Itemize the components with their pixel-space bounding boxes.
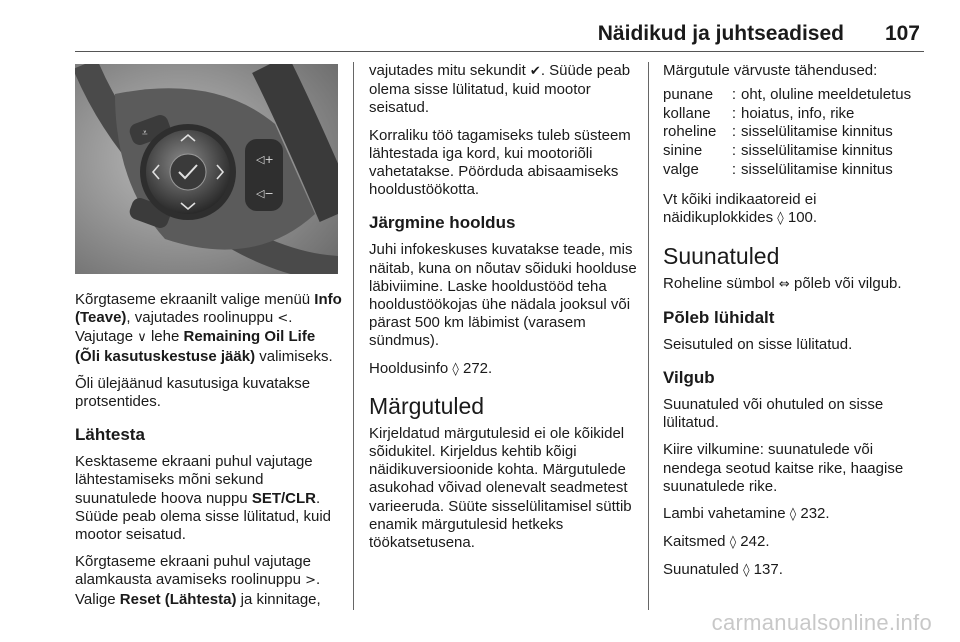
- turn-signal-icon: ⇔: [778, 276, 790, 292]
- svg-text:⩡: ⩡: [142, 128, 148, 139]
- flashing-text: Suunatuled või ohutuled on sisse lülitatud.: [663, 395, 884, 432]
- table-row: [663, 123, 927, 142]
- page-reference-icon: ◊: [452, 361, 459, 377]
- text: . Süüde peab olema sisse lülitatud, kuid mootor seisatud.: [369, 62, 631, 117]
- turn-signals-reference: [663, 561, 927, 580]
- chevron-down-icon: ∨: [137, 330, 147, 346]
- legend-description: sisselülitamise kinnitus: [741, 160, 893, 178]
- text: Kaitsmed: [663, 533, 730, 551]
- text: valimiseks.: [255, 347, 333, 365]
- column-3: [663, 62, 927, 590]
- heading-flashing: Vilgub: [663, 367, 715, 387]
- column-divider: [648, 62, 649, 610]
- heading-reset: Lähtesta: [75, 425, 145, 445]
- legend-separator: :: [731, 104, 737, 122]
- svg-text:◁−: ◁−: [256, 187, 274, 200]
- legend-color: sinine: [663, 141, 703, 159]
- table-row: [663, 161, 927, 180]
- watermark: carmanualsonline.info: [711, 610, 932, 635]
- text: 137.: [749, 561, 783, 579]
- legend-separator: :: [731, 141, 737, 159]
- menu-name-reset: Reset (Lähtesta): [119, 590, 237, 608]
- page-reference-icon: ◊: [743, 563, 750, 579]
- oil-life-percent-note: Õli ülejäänud kasutusiga kuvatakse protsentides.: [75, 374, 311, 411]
- text: vajutades mitu sekundit: [369, 62, 530, 79]
- color-legend-table: [663, 86, 927, 179]
- table-row: [663, 142, 927, 161]
- lit-briefly-text: Seisutuled on sisse lülitatud.: [663, 335, 853, 353]
- chevron-left-icon: <: [277, 311, 289, 327]
- legend-description: oht, oluline meeldetuletus: [741, 86, 912, 104]
- page-header: [0, 0, 960, 52]
- reset-required-note: Korraliku töö tagamiseks tuleb süsteem lähtestada iga kord, kui mootoriõli vahetatakse. Pöörduda abisaamiseks hooldustöökotta.: [369, 126, 631, 199]
- steering-wheel-illustration: [75, 64, 338, 274]
- next-service-text: Juhi infokeskuses kuvatakse teade, mis näitab, kuna on nõutav sõiduki hoolduse läbiviimine. Laske hooldustööd teha hooldustöökojas ühe nädala jooksul või pärast 500 km läbimist (varasem sündmus).: [369, 241, 637, 350]
- text: . Valige: [75, 571, 321, 608]
- page-reference-icon: ◊: [777, 211, 784, 227]
- legend-color: kollane: [663, 104, 711, 122]
- menu-name-info: Info (Teave): [75, 291, 342, 327]
- column-divider: [353, 62, 354, 610]
- legend-description: sisselülitamise kinnitus: [741, 123, 893, 141]
- text: lehe: [146, 328, 184, 346]
- text: 100.: [783, 209, 818, 227]
- text: Kõrgtaseme ekraanilt valige menüü: [75, 291, 315, 308]
- indicator-overview-reference: [663, 191, 927, 228]
- text: 272.: [458, 359, 493, 377]
- text: Hooldusinfo: [369, 359, 453, 377]
- color-meanings-intro: Märgutule värvuste tähendused:: [663, 62, 878, 79]
- column-2: [369, 62, 641, 561]
- heading-warning-lights: Märgutuled: [369, 392, 485, 419]
- heading-turn-signals: Suunatuled: [663, 242, 780, 269]
- text: , vajutades roolinuppu: [126, 309, 278, 327]
- reset-uplevel-instructions: [75, 553, 343, 609]
- text: Kõrgtaseme ekraani puhul vajutage alamkausta avamiseks roolinuppu: [75, 553, 311, 589]
- svg-text:◁+: ◁+: [256, 153, 274, 166]
- text: . Süüde peab olema sisse lülitatud, kuid mootor seisatud.: [75, 489, 331, 544]
- legend-color: roheline: [663, 123, 717, 141]
- text: Roheline sümbol: [663, 274, 779, 292]
- text: Vt kõiki indikaatoreid ei näidikuplokkides: [663, 191, 817, 227]
- service-info-reference: [369, 360, 641, 379]
- text: . Vajutage: [75, 309, 293, 346]
- page-name-remaining-oil-life: Remaining Oil Life (Õli kasutuskestuse jääk): [75, 328, 316, 365]
- page-title: Näidikud ja juhtseadised: [597, 22, 844, 45]
- text: Kesktaseme ekraani puhul vajutage lähtestamiseks mõni sekund suunatulede hoova nuppu: [75, 453, 313, 507]
- legend-separator: :: [731, 160, 737, 178]
- reset-confirm-text: [369, 62, 641, 118]
- text: Lambi vahetamine: [663, 505, 790, 522]
- text: põleb või vilgub.: [789, 274, 902, 292]
- checkmark-icon: ✔: [529, 64, 541, 79]
- legend-color: punane: [663, 86, 714, 104]
- fuses-reference: [663, 533, 927, 552]
- heading-lit-briefly: Põleb lühidalt: [663, 307, 775, 327]
- text: ja kinnitage,: [236, 590, 321, 608]
- column-1: [75, 62, 343, 618]
- text: 232.: [796, 505, 830, 522]
- reset-midlevel-instructions: [75, 453, 343, 544]
- text: Suunatuled: [663, 561, 744, 579]
- page-reference-icon: ◊: [789, 507, 797, 522]
- legend-description: hoiatus, info, rike: [741, 104, 855, 122]
- bulb-replacement-reference: [663, 505, 927, 524]
- heading-next-service: Järgmine hooldus: [369, 213, 516, 233]
- turn-signal-text: [663, 275, 927, 294]
- chevron-right-icon: >: [305, 573, 317, 589]
- oil-life-instructions: [75, 291, 343, 366]
- table-row: [663, 105, 927, 124]
- table-row: [663, 86, 927, 105]
- text: 242.: [736, 533, 770, 551]
- legend-separator: :: [731, 86, 737, 104]
- page-reference-icon: ◊: [729, 535, 737, 551]
- fast-flashing-text: Kiire vilkumine: suunatulede või nendega seotud kaitse rike, haagise suunatulede rike.: [663, 441, 904, 495]
- page-number: 107: [884, 22, 920, 45]
- header-rule: [75, 51, 924, 52]
- button-name-set-clr: SET/CLR: [251, 489, 316, 507]
- warning-lights-text: Kirjeldatud märgutulesid ei ole kõikidel sõidukitel. Kirjeldus kehtib kõigi näidikuversioonide kohta. Märgutulede asukohad võivad olenevalt seadmetest varieeruda. Süüte sisselülitamisel süttib enamik märgutulesid hetkeks töökatsetusena.: [369, 424, 632, 552]
- steering-wheel-photo: [75, 64, 338, 274]
- legend-color: valge: [663, 160, 699, 178]
- legend-separator: :: [731, 123, 737, 141]
- legend-description: sisselülitamise kinnitus: [741, 141, 893, 159]
